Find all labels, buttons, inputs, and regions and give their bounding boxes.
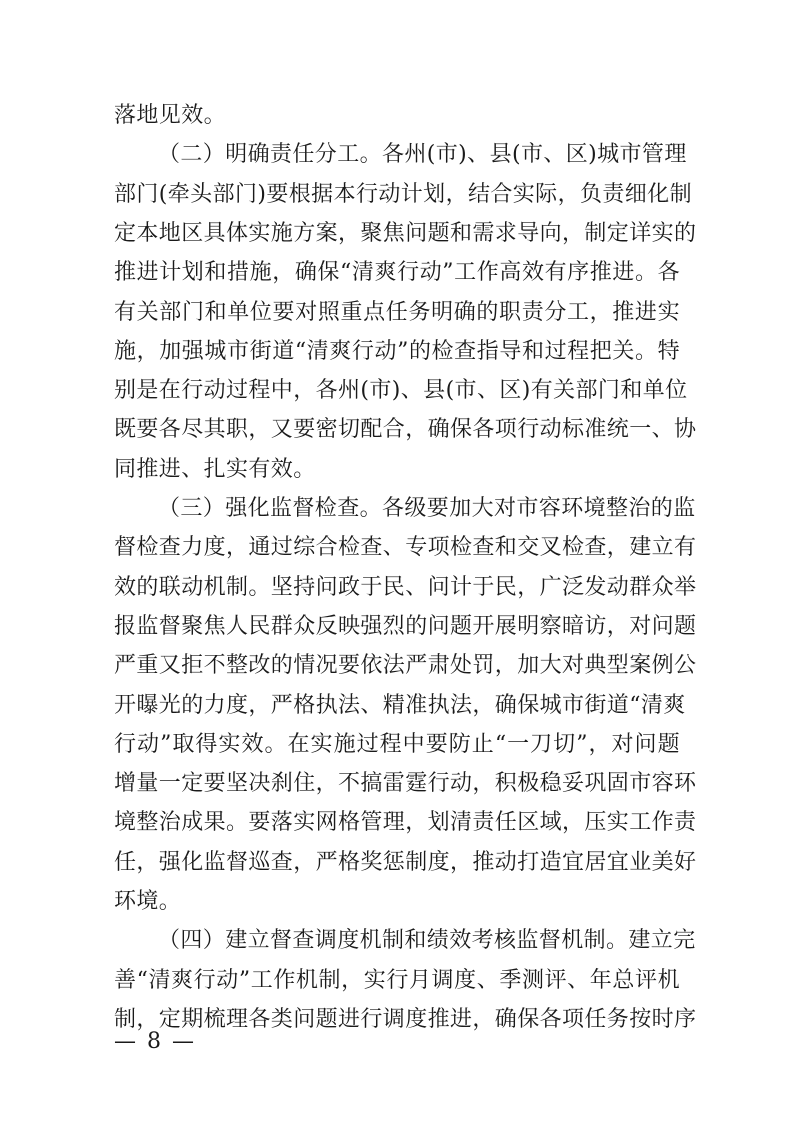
text-line: 善“清爽行动”工作机制，实行月调度、季测评、年总评机 <box>114 967 680 993</box>
text-line: 任，强化监督巡查，严格奖惩制度，推动打造宜居宜业美好 <box>114 849 697 875</box>
text-line: 既要各尽其职，又要密切配合，确保各项行动标准统一、协 <box>114 417 697 443</box>
text-line: 环境。 <box>114 889 182 914</box>
text-line: 同推进、扎实有效。 <box>114 456 316 482</box>
section-heading-line: （四）建立督查调度机制和绩效考核监督机制。建立完 <box>158 928 696 954</box>
text-line: 效的联动机制。坚持问政于民、问计于民，广泛发动群众举 <box>114 574 697 600</box>
text-line: 别是在行动过程中，各州(市)、县(市、区)有关部门和单位 <box>114 378 688 404</box>
text-line: 部门(牵头部门)要根据本行动计划，结合实际，负责细化制 <box>114 181 692 207</box>
text-line: 推进计划和措施，确保“清爽行动”工作高效有序推进。各 <box>114 260 680 286</box>
text-line: 境整治成果。要落实网格管理，划清责任区域，压实工作责 <box>114 810 697 836</box>
text-line: 增量一定要坚决刹住，不搞雷霆行动，积极稳妥巩固市容环 <box>114 771 697 797</box>
section-heading-line: （三）强化监督检查。各级要加大对市容环境整治的监 <box>158 496 696 521</box>
text-line: 行动”取得实效。在实施过程中要防止“一刀切”，对问题 <box>114 731 680 757</box>
section-heading-line: （二）明确责任分工。各州(市)、县(市、区)城市管理 <box>158 142 687 168</box>
text-line: 定本地区具体实施方案，聚焦问题和需求导向，制定详实的 <box>114 220 697 246</box>
text-line: 严重又拒不整改的情况要依法严肃处罚，加大对典型案例公 <box>114 653 697 679</box>
text-line: 制，定期梳理各类问题进行调度推进，确保各项任务按时序 <box>114 1006 697 1032</box>
page-number: — 8 — <box>114 1029 196 1054</box>
text-line: 施，加强城市街道“清爽行动”的检查指导和过程把关。特 <box>114 338 680 364</box>
text-line: 开曝光的力度，严格执法、精准执法，确保城市街道“清爽 <box>114 692 686 718</box>
text-line: 落地见效。 <box>114 103 227 128</box>
text-line: 有关部门和单位要对照重点任务明确的职责分工，推进实 <box>114 299 680 325</box>
text-line: 报监督聚焦人民群众反映强烈的问题开展明察暗访，对问题 <box>114 613 697 639</box>
text-line: 督检查力度，通过综合检查、专项检查和交叉检查，建立有 <box>114 535 697 561</box>
